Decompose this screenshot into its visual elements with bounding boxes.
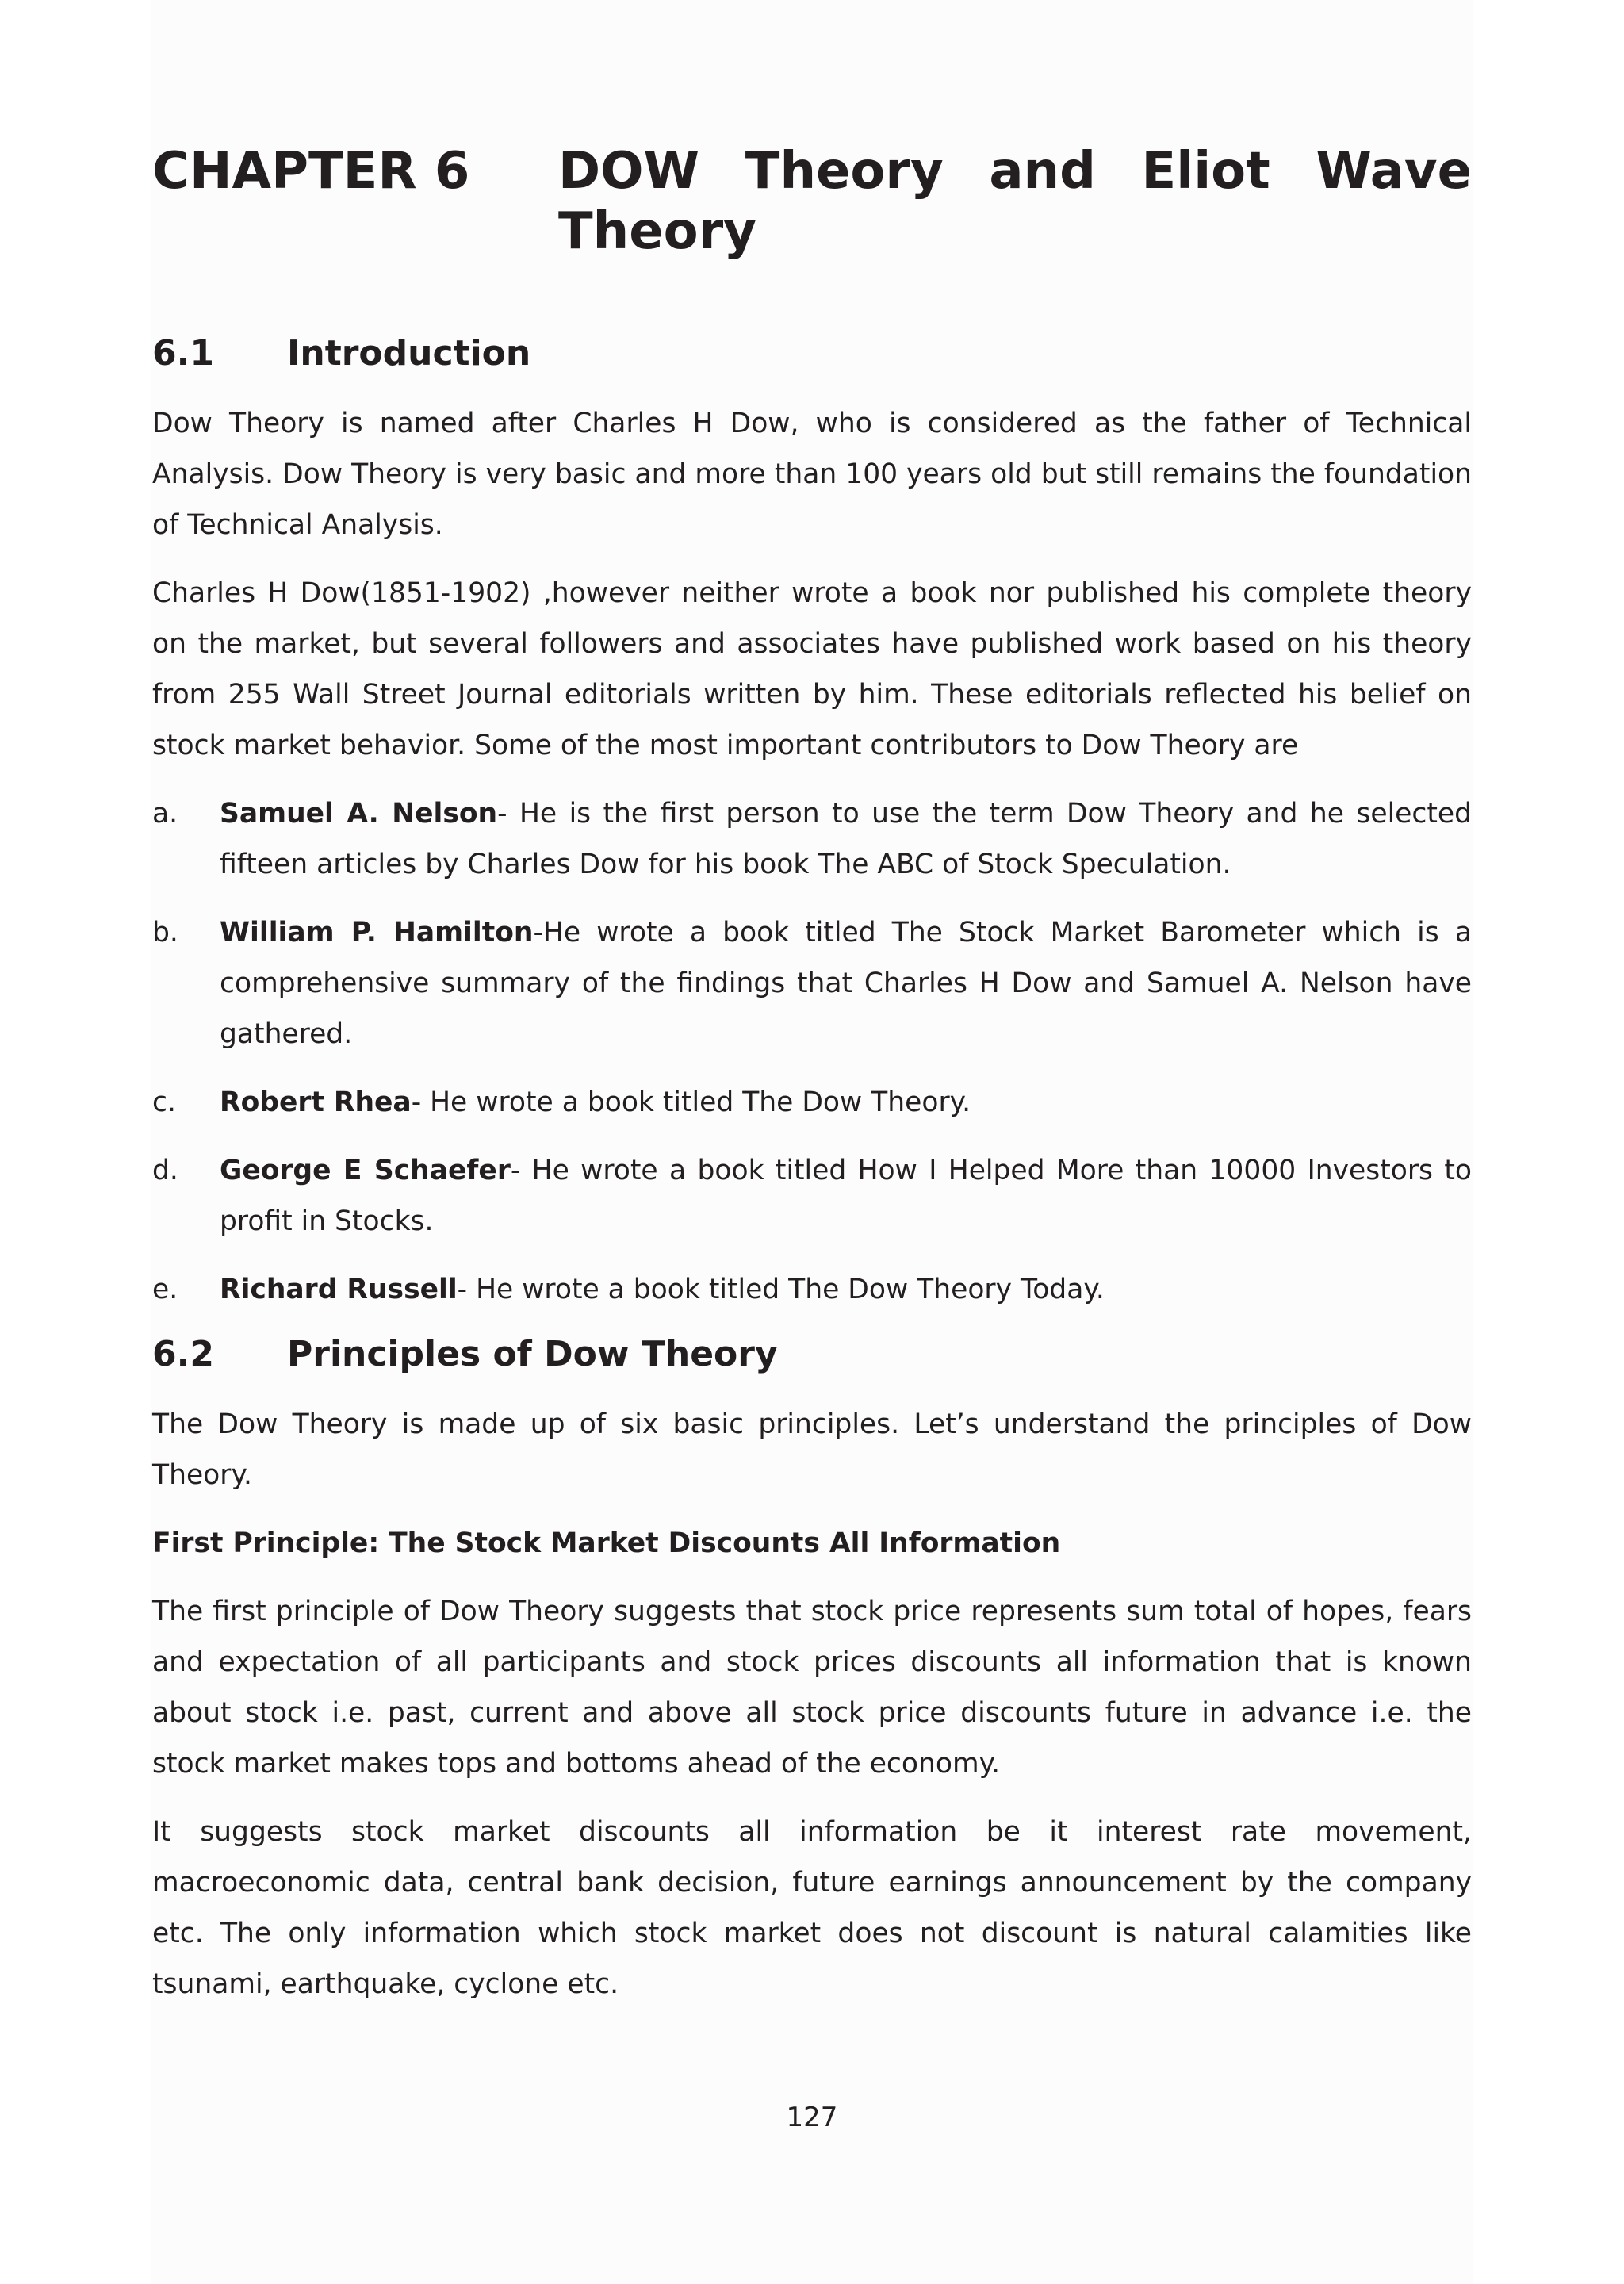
body-paragraph: It suggests stock market discounts all information be it interest rate movement, macroeconomic data, central bank decision, future earnings announcement by the company etc. The only information which stock market does not discount is natural calamities like tsunami, earthquake, cyclone etc.	[152, 1816, 1472, 2000]
list-item	[152, 1077, 1472, 1128]
chapter-number: CHAPTER 6	[152, 142, 470, 201]
list-marker: e.	[152, 1274, 178, 1305]
chapter-heading	[152, 141, 1472, 262]
list-marker: b.	[152, 917, 178, 948]
page-content	[152, 141, 1472, 2027]
list-marker: a.	[152, 798, 178, 830]
section-heading-introduction	[152, 331, 1472, 376]
contributor-description: - He wrote a book titled The Dow Theory.	[411, 1086, 971, 1118]
contributor-description: - He wrote a book titled How I Helped More than 10000 Investors to profit in Stocks.	[220, 1155, 1473, 1237]
contributor-name: Samuel A. Nelson	[220, 798, 498, 830]
principle-heading: First Principle: The Stock Market Discounts All Information	[152, 1527, 1061, 1559]
contributor-name: Richard Russell	[220, 1274, 458, 1305]
body-paragraph: Dow Theory is named after Charles H Dow, who is considered as the father of Technical Analysis. Dow Theory is very basic and more than 100 years old but still remains the foundation of Technical Analysis.	[152, 408, 1472, 541]
body-paragraph: The Dow Theory is made up of six basic principles. Let’s understand the principles of Dow Theory.	[152, 1408, 1472, 1491]
list-marker: d.	[152, 1155, 178, 1186]
section-heading-principles	[152, 1332, 1472, 1377]
list-item-text	[220, 788, 1472, 890]
contributor-description: -He wrote a book titled The Stock Market Barometer which is a comprehensive summary of the findings that Charles H Dow and Samuel A. Nelson have gathered.	[220, 917, 1472, 1050]
contributors-list	[152, 788, 1472, 1315]
contributor-name: Robert Rhea	[220, 1086, 412, 1118]
contributor-description: - He wrote a book titled The Dow Theory Today.	[457, 1274, 1105, 1305]
contributor-name: George E Schaefer	[220, 1155, 511, 1186]
list-item-text	[220, 1264, 1472, 1315]
contributor-name: William P. Hamilton	[220, 917, 534, 948]
list-item-text	[220, 1145, 1472, 1247]
body-paragraph: The first principle of Dow Theory suggests that stock price represents sum total of hopes, fears and expectation of all participants and stock prices discounts all information that is known about stock i.e. past, current and above all stock price discounts future in advance i.e. the stock market makes tops and bottoms ahead of the economy.	[152, 1596, 1472, 1780]
body-paragraph: Charles H Dow(1851-1902) ,however neither wrote a book nor published his complete theory on the market, but several followers and associates have published work based on his theory from 255 Wall Street Journal editorials written by him. These editorials reflected his belief on stock market behavior. Some of the most important contributors to Dow Theory are	[152, 577, 1472, 761]
section-number: 6.1	[152, 333, 214, 374]
list-marker: c.	[152, 1086, 176, 1118]
section-title: Introduction	[287, 333, 531, 374]
list-item	[152, 1145, 1472, 1247]
page-number: 127	[786, 2102, 838, 2133]
section-number: 6.2	[152, 1334, 214, 1374]
chapter-title: DOW Theory and Eliot Wave Theory	[558, 142, 1472, 261]
list-item	[152, 788, 1472, 890]
list-item	[152, 907, 1472, 1060]
list-item	[152, 1264, 1472, 1315]
list-item-text	[220, 1077, 1472, 1128]
section-title: Principles of Dow Theory	[287, 1334, 778, 1374]
contributor-description: - He is the first person to use the term Dow Theory and he selected fifteen articles by Charles Dow for his book The ABC of Stock Speculation.	[220, 798, 1472, 880]
list-item-text	[220, 907, 1472, 1060]
